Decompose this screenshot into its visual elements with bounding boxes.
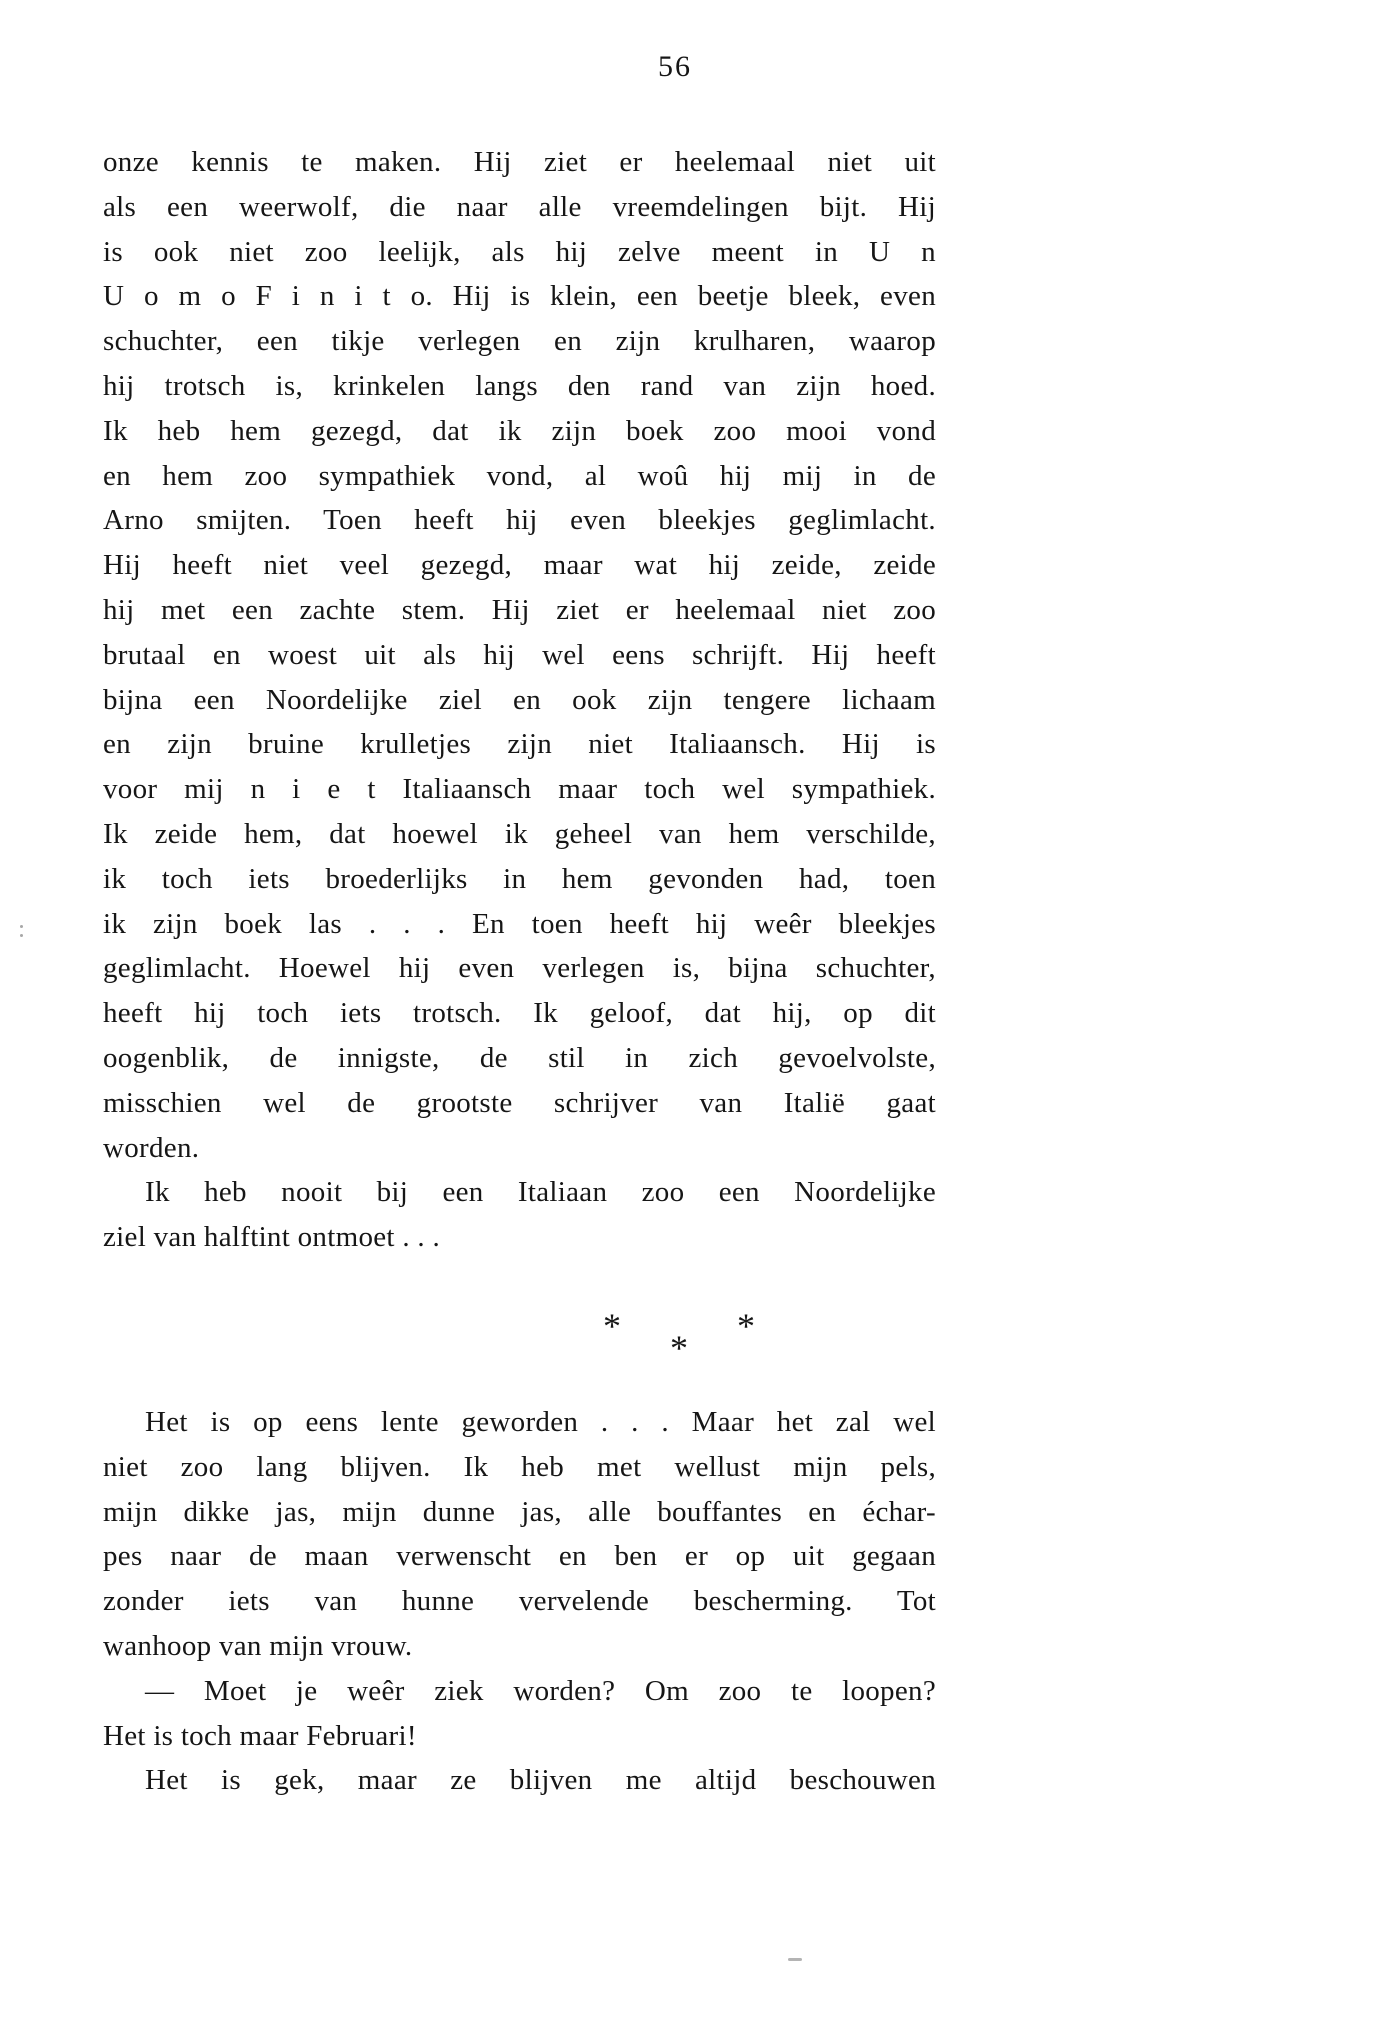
text-line: en hem zoo sympathiek vond, al woû hij mij in de <box>103 459 936 492</box>
text-line: Ik zeide hem, dat hoewel ik geheel van hem verschilde, <box>103 817 936 850</box>
text-line: — Moet je weêr ziek worden? Om zoo te loopen? <box>145 1674 936 1707</box>
text-block <box>103 140 936 1803</box>
text-line: Het is op eens lente geworden . . . Maar het zal wel <box>145 1405 936 1438</box>
asterisk: * <box>670 1327 689 1368</box>
text-line: Hij heeft niet veel gezegd, maar wat hij zeide, zeide <box>103 549 936 582</box>
text-line: en zijn bruine krulletjes zijn niet Italiaansch. Hij is <box>103 728 936 761</box>
text-line: bijna een Noordelijke ziel en ook zijn tengere lichaam <box>103 683 936 716</box>
page-number: 56 <box>658 50 692 83</box>
text-line: brutaal en woest uit als hij wel eens schrijft. Hij heeft <box>103 638 936 671</box>
text-line: Arno smijten. Toen heeft hij even bleekjes geglimlacht. <box>103 504 936 537</box>
text-line: Ik heb hem gezegd, dat ik zijn boek zoo mooi vond <box>103 414 936 447</box>
text-line: hij trotsch is, krinkelen langs den rand van zijn hoed. <box>103 369 936 402</box>
text-line: als een weerwolf, die naar alle vreemdelingen bijt. Hij <box>103 190 936 223</box>
text-line: schuchter, een tikje verlegen en zijn krulharen, waarop <box>103 325 936 358</box>
text-line: heeft hij toch iets trotsch. Ik geloof, dat hij, op dit <box>103 997 936 1030</box>
asterisk: * <box>737 1305 756 1346</box>
text-line: Het is toch maar Februari! <box>103 1719 417 1752</box>
section-break <box>103 1260 936 1400</box>
text-line: niet zoo lang blijven. Ik heb met wellust mijn pels, <box>103 1450 936 1483</box>
text-line: onze kennis te maken. Hij ziet er heelemaal niet uit <box>103 146 936 178</box>
asterisk: * <box>603 1305 622 1346</box>
text-line: worden. <box>103 1131 200 1164</box>
text-line: voor mij n i e t Italiaansch maar toch wel sympathiek. <box>103 773 936 806</box>
scan-artifact <box>20 925 23 928</box>
text-line: pes naar de maan verwenscht en ben er op uit gegaan <box>103 1540 936 1573</box>
text-line: geglimlacht. Hoewel hij even verlegen is, bijna schuchter, <box>103 952 936 985</box>
text-line: ziel van halftint ontmoet . . . <box>103 1221 441 1254</box>
text-line: U o m o F i n i t o. Hij is klein, een beetje bleek, even <box>103 280 936 313</box>
text-line: Het is gek, maar ze blijven me altijd beschouwen <box>145 1764 936 1797</box>
text-line: mijn dikke jas, mijn dunne jas, alle bouffantes en échar- <box>103 1495 936 1528</box>
text-line: ik toch iets broederlijks in hem gevonden had, toen <box>103 862 936 895</box>
scan-artifact <box>788 1958 802 1961</box>
text-line: ik zijn boek las . . . En toen heeft hij weêr bleekjes <box>103 907 936 940</box>
text-line: is ook niet zoo leelijk, als hij zelve meent in U n <box>103 235 936 268</box>
text-line: zonder iets van hunne vervelende bescherming. Tot <box>103 1585 936 1618</box>
text-line: hij met een zachte stem. Hij ziet er heelemaal niet zoo <box>103 593 936 626</box>
text-line: Ik heb nooit bij een Italiaan zoo een Noordelijke <box>145 1176 936 1209</box>
text-line: wanhoop van mijn vrouw. <box>103 1629 413 1662</box>
text-line: misschien wel de grootste schrijver van Italië gaat <box>103 1086 936 1119</box>
text-line: oogenblik, de innigste, de stil in zich gevoelvolste, <box>103 1041 936 1074</box>
